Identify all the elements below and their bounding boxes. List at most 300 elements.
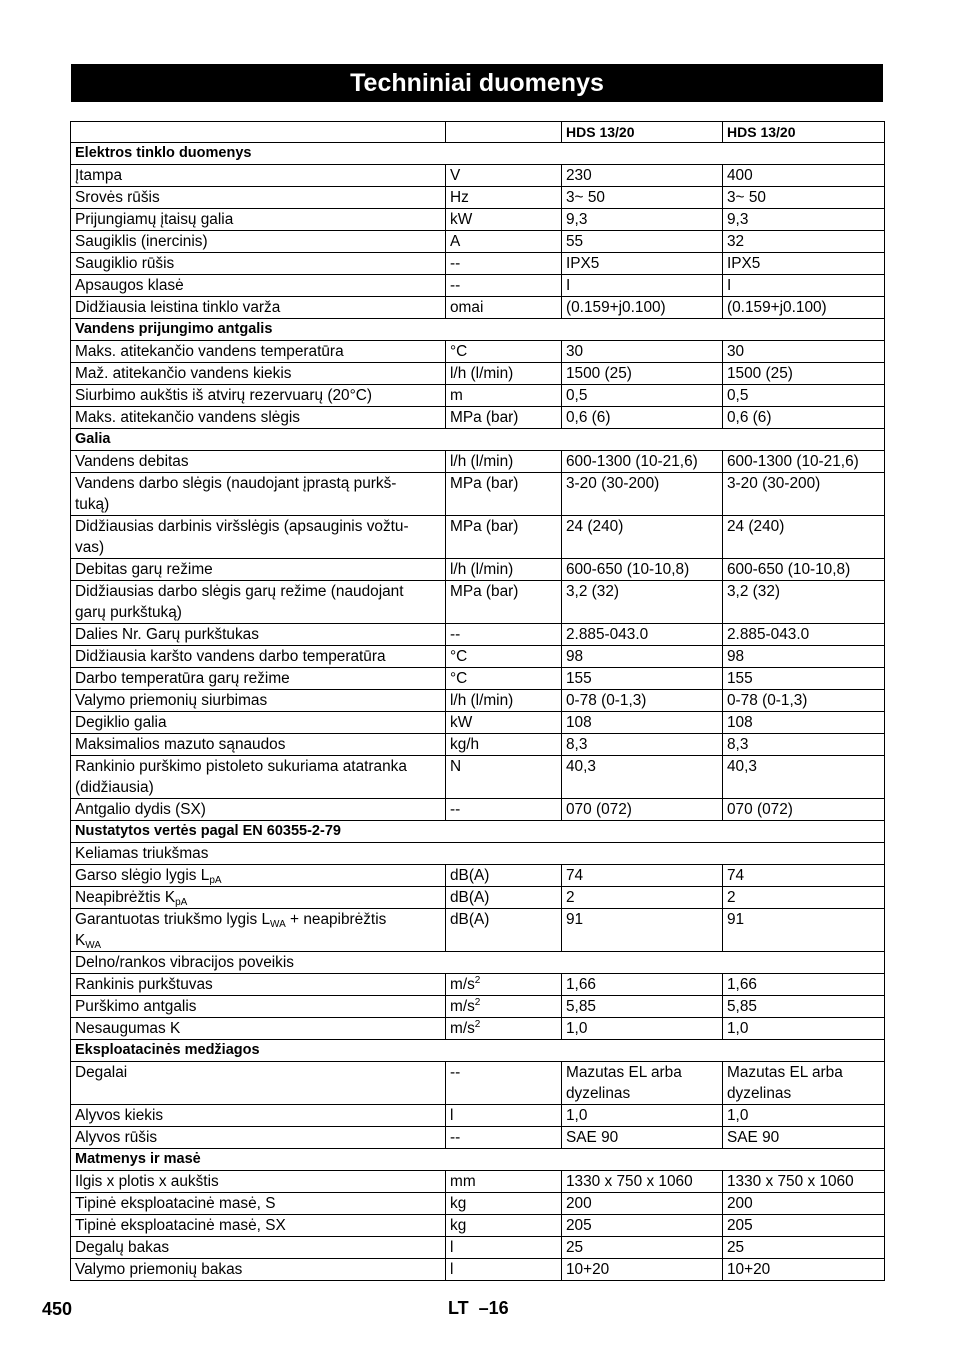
cell-text-continued: dyzelinas bbox=[727, 1085, 792, 1102]
table-row bbox=[71, 1171, 885, 1193]
cell-text: 25 bbox=[566, 1239, 584, 1256]
param-cell bbox=[71, 1105, 446, 1127]
unit-cell bbox=[446, 559, 562, 581]
value-cell-2 bbox=[723, 799, 885, 821]
section-row bbox=[71, 821, 885, 843]
table-row bbox=[71, 865, 885, 887]
value-cell-1 bbox=[562, 253, 723, 275]
table-row bbox=[71, 1062, 885, 1105]
cell-text: Nesaugumas K bbox=[75, 1020, 181, 1037]
table-row bbox=[71, 187, 885, 209]
unit-cell bbox=[446, 581, 562, 624]
unit-cell bbox=[446, 451, 562, 473]
value-cell-1 bbox=[562, 1259, 723, 1281]
value-cell-2 bbox=[723, 1105, 885, 1127]
cell-text: IPX5 bbox=[727, 255, 761, 272]
table-row bbox=[71, 209, 885, 231]
cell-text: Mazutas EL arba bbox=[727, 1064, 843, 1081]
cell-text: 230 bbox=[566, 167, 592, 184]
cell-text: Mazutas EL arba bbox=[566, 1064, 682, 1081]
unit-cell bbox=[446, 407, 562, 429]
cell-text: 3,2 (32) bbox=[566, 583, 620, 600]
cell-text: l/h (l/min) bbox=[450, 561, 514, 578]
superscript: 2 bbox=[474, 997, 481, 1008]
section-title: Vandens prijungimo antgalis bbox=[71, 319, 885, 341]
cell-text: IPX5 bbox=[566, 255, 600, 272]
cell-text: kW bbox=[450, 714, 473, 731]
cell-text: 30 bbox=[727, 343, 745, 360]
value-cell-1 bbox=[562, 1127, 723, 1149]
value-cell-2 bbox=[723, 559, 885, 581]
unit-cell bbox=[446, 1062, 562, 1105]
table-row bbox=[71, 451, 885, 473]
cell-text: 40,3 bbox=[566, 758, 596, 775]
value-cell-1 bbox=[562, 865, 723, 887]
unit-cell bbox=[446, 297, 562, 319]
value-cell-1 bbox=[562, 1018, 723, 1040]
unit-cell bbox=[446, 1215, 562, 1237]
section-title: Galia bbox=[71, 429, 885, 451]
cell-text: kW bbox=[450, 211, 473, 228]
cell-text: 205 bbox=[566, 1217, 592, 1234]
page-title: Techniniai duomenys bbox=[71, 64, 883, 102]
cell-text: Saugiklis (inercinis) bbox=[75, 233, 208, 250]
value-cell-2 bbox=[723, 231, 885, 253]
unit-cell bbox=[446, 646, 562, 668]
table-row bbox=[71, 363, 885, 385]
cell-text: omai bbox=[450, 299, 484, 316]
cell-text: MPa (bar) bbox=[450, 583, 519, 600]
page-footer-code bbox=[448, 1298, 509, 1319]
unit-cell bbox=[446, 1237, 562, 1259]
cell-text: 1500 (25) bbox=[727, 365, 793, 382]
cell-text: 10+20 bbox=[566, 1261, 610, 1278]
cell-text: -- bbox=[450, 626, 461, 643]
value-cell-2 bbox=[723, 668, 885, 690]
value-cell-1 bbox=[562, 690, 723, 712]
value-cell-2 bbox=[723, 1018, 885, 1040]
subscript: pA bbox=[175, 897, 188, 908]
cell-text-continued: K bbox=[75, 932, 86, 949]
value-cell-1 bbox=[562, 341, 723, 363]
value-cell-2 bbox=[723, 690, 885, 712]
cell-text: 98 bbox=[727, 648, 745, 665]
section-title: Nustatytos vertės pagal EN 60355-2-79 bbox=[71, 821, 885, 843]
section-row bbox=[71, 319, 885, 341]
section-title: Eksploatacinės medžiagos bbox=[71, 1040, 885, 1062]
cell-text: 155 bbox=[727, 670, 753, 687]
value-cell-2 bbox=[723, 297, 885, 319]
cell-text: 3,2 (32) bbox=[727, 583, 781, 600]
cell-text: -- bbox=[450, 1064, 461, 1081]
value-cell-1 bbox=[562, 1171, 723, 1193]
subscript: WA bbox=[85, 940, 102, 951]
value-cell-1 bbox=[562, 231, 723, 253]
table-row bbox=[71, 231, 885, 253]
cell-text: dB(A) bbox=[450, 889, 490, 906]
unit-cell bbox=[446, 624, 562, 646]
cell-text: 0,5 bbox=[727, 387, 749, 404]
value-cell-1 bbox=[562, 187, 723, 209]
header-cell: HDS 13/20 bbox=[723, 122, 885, 143]
cell-text: 0-78 (0-1,3) bbox=[566, 692, 647, 709]
cell-text: I bbox=[566, 277, 571, 294]
value-cell-2 bbox=[723, 581, 885, 624]
value-cell-2 bbox=[723, 974, 885, 996]
cell-text: Tipinė eksploatacinė masė, S bbox=[75, 1195, 276, 1212]
page-number: 450 bbox=[42, 1299, 73, 1319]
cell-text: Maks. atitekančio vandens slėgis bbox=[75, 409, 300, 426]
value-cell-1 bbox=[562, 275, 723, 297]
cell-text: Degalų bakas bbox=[75, 1239, 170, 1256]
table-row bbox=[71, 1237, 885, 1259]
value-cell-1 bbox=[562, 581, 723, 624]
param-cell bbox=[71, 165, 446, 187]
param-cell bbox=[71, 1193, 446, 1215]
param-cell bbox=[71, 253, 446, 275]
value-cell-2 bbox=[723, 363, 885, 385]
subsection-title: Keliamas triukšmas bbox=[71, 843, 885, 865]
param-cell bbox=[71, 756, 446, 799]
cell-text: 25 bbox=[727, 1239, 745, 1256]
cell-text: m/s bbox=[450, 998, 475, 1015]
cell-text: Prijungiamų įtaisų galia bbox=[75, 211, 234, 228]
table-row bbox=[71, 341, 885, 363]
table-row bbox=[71, 887, 885, 909]
section-row bbox=[71, 1040, 885, 1062]
sub-page-number: 16 bbox=[488, 1298, 509, 1318]
unit-cell bbox=[446, 1259, 562, 1281]
cell-text: °C bbox=[450, 670, 468, 687]
cell-text: 3~ 50 bbox=[566, 189, 605, 206]
cell-text: Degiklio galia bbox=[75, 714, 167, 731]
subsection-row bbox=[71, 843, 885, 865]
param-cell bbox=[71, 712, 446, 734]
value-cell-1 bbox=[562, 624, 723, 646]
table-row bbox=[71, 1105, 885, 1127]
value-cell-1 bbox=[562, 165, 723, 187]
cell-text: 1500 (25) bbox=[566, 365, 632, 382]
cell-text: °C bbox=[450, 648, 468, 665]
cell-text: Didžiausia karšto vandens darbo temperatūra bbox=[75, 648, 386, 665]
cell-text: l bbox=[450, 1239, 454, 1256]
unit-cell bbox=[446, 974, 562, 996]
cell-text: -- bbox=[450, 801, 461, 818]
param-cell bbox=[71, 1127, 446, 1149]
cell-text: Vandens darbo slėgis (naudojant įprastą purkš- bbox=[75, 475, 397, 492]
value-cell-1 bbox=[562, 668, 723, 690]
cell-text: 0,6 (6) bbox=[727, 409, 772, 426]
cell-text: 98 bbox=[566, 648, 584, 665]
cell-text: 91 bbox=[727, 911, 745, 928]
value-cell-2 bbox=[723, 865, 885, 887]
cell-text: 55 bbox=[566, 233, 584, 250]
table-row bbox=[71, 712, 885, 734]
value-cell-1 bbox=[562, 473, 723, 516]
table-row bbox=[71, 1193, 885, 1215]
cell-text: 155 bbox=[566, 670, 592, 687]
cell-text: 108 bbox=[727, 714, 753, 731]
value-cell-1 bbox=[562, 734, 723, 756]
value-cell-2 bbox=[723, 473, 885, 516]
param-cell bbox=[71, 1237, 446, 1259]
value-cell-2 bbox=[723, 407, 885, 429]
section-title: Elektros tinklo duomenys bbox=[71, 143, 885, 165]
value-cell-2 bbox=[723, 341, 885, 363]
param-cell bbox=[71, 363, 446, 385]
value-cell-2 bbox=[723, 756, 885, 799]
param-cell bbox=[71, 624, 446, 646]
cell-text: 2 bbox=[727, 889, 736, 906]
cell-text: 74 bbox=[727, 867, 745, 884]
cell-text: Darbo temperatūra garų režime bbox=[75, 670, 290, 687]
cell-text: 1,0 bbox=[566, 1020, 588, 1037]
cell-text-continued: dyzelinas bbox=[566, 1085, 631, 1102]
unit-cell bbox=[446, 253, 562, 275]
value-cell-2 bbox=[723, 909, 885, 952]
cell-text: Neapibrėžtis K bbox=[75, 889, 176, 906]
unit-cell bbox=[446, 1193, 562, 1215]
cell-text: m bbox=[450, 387, 463, 404]
value-cell-1 bbox=[562, 1062, 723, 1105]
cell-text: m/s bbox=[450, 1020, 475, 1037]
cell-text: kg bbox=[450, 1217, 467, 1234]
value-cell-1 bbox=[562, 297, 723, 319]
cell-text: kg bbox=[450, 1195, 467, 1212]
cell-text-continued: vas) bbox=[75, 539, 105, 556]
cell-text: 400 bbox=[727, 167, 753, 184]
section-row bbox=[71, 143, 885, 165]
param-cell bbox=[71, 581, 446, 624]
unit-cell bbox=[446, 865, 562, 887]
table-row bbox=[71, 1215, 885, 1237]
cell-text: 1,66 bbox=[727, 976, 757, 993]
param-cell bbox=[71, 1215, 446, 1237]
param-cell bbox=[71, 668, 446, 690]
unit-cell bbox=[446, 712, 562, 734]
cell-text: 10+20 bbox=[727, 1261, 771, 1278]
subsection-row bbox=[71, 952, 885, 974]
param-cell bbox=[71, 1018, 446, 1040]
value-cell-1 bbox=[562, 363, 723, 385]
param-cell bbox=[71, 341, 446, 363]
value-cell-2 bbox=[723, 624, 885, 646]
table-row bbox=[71, 407, 885, 429]
value-cell-2 bbox=[723, 734, 885, 756]
param-cell bbox=[71, 385, 446, 407]
cell-text: MPa (bar) bbox=[450, 518, 519, 535]
section-row bbox=[71, 429, 885, 451]
cell-text: 5,85 bbox=[566, 998, 596, 1015]
cell-text: 5,85 bbox=[727, 998, 757, 1015]
cell-text: 8,3 bbox=[727, 736, 749, 753]
value-cell-1 bbox=[562, 646, 723, 668]
cell-text: SAE 90 bbox=[727, 1129, 780, 1146]
unit-cell bbox=[446, 231, 562, 253]
param-cell bbox=[71, 451, 446, 473]
cell-text: kg/h bbox=[450, 736, 480, 753]
value-cell-2 bbox=[723, 646, 885, 668]
table-row bbox=[71, 385, 885, 407]
cell-text: 24 (240) bbox=[727, 518, 785, 535]
param-cell bbox=[71, 865, 446, 887]
cell-text: 74 bbox=[566, 867, 584, 884]
cell-text: 1330 x 750 x 1060 bbox=[566, 1173, 693, 1190]
cell-text: Alyvos rūšis bbox=[75, 1129, 158, 1146]
param-cell bbox=[71, 231, 446, 253]
cell-text: Alyvos kiekis bbox=[75, 1107, 164, 1124]
cell-text: 1,0 bbox=[727, 1020, 749, 1037]
cell-text: l/h (l/min) bbox=[450, 453, 514, 470]
param-cell bbox=[71, 516, 446, 559]
cell-text: 0-78 (0-1,3) bbox=[727, 692, 808, 709]
technical-data-table bbox=[70, 121, 885, 1281]
cell-text: l/h (l/min) bbox=[450, 365, 514, 382]
unit-cell bbox=[446, 887, 562, 909]
cell-text: 108 bbox=[566, 714, 592, 731]
unit-cell bbox=[446, 385, 562, 407]
cell-text: Debitas garų režime bbox=[75, 561, 213, 578]
cell-text: 600-650 (10-10,8) bbox=[566, 561, 690, 578]
param-cell bbox=[71, 209, 446, 231]
cell-text: Valymo priemonių bakas bbox=[75, 1261, 243, 1278]
cell-text: 200 bbox=[727, 1195, 753, 1212]
value-cell-2 bbox=[723, 1171, 885, 1193]
value-cell-2 bbox=[723, 1259, 885, 1281]
superscript: 2 bbox=[474, 1019, 481, 1030]
table-row bbox=[71, 165, 885, 187]
cell-text: 24 (240) bbox=[566, 518, 624, 535]
cell-text: 40,3 bbox=[727, 758, 757, 775]
footer-dash: – bbox=[478, 1298, 489, 1318]
cell-text: 1,0 bbox=[566, 1107, 588, 1124]
cell-text: 600-650 (10-10,8) bbox=[727, 561, 851, 578]
cell-text: 600-1300 (10-21,6) bbox=[727, 453, 859, 470]
cell-text: SAE 90 bbox=[566, 1129, 619, 1146]
cell-text: 2 bbox=[566, 889, 575, 906]
cell-text: Įtampa bbox=[75, 167, 123, 184]
value-cell-1 bbox=[562, 996, 723, 1018]
table-row bbox=[71, 297, 885, 319]
param-cell bbox=[71, 799, 446, 821]
cell-text: -- bbox=[450, 277, 461, 294]
table-row bbox=[71, 624, 885, 646]
param-cell bbox=[71, 646, 446, 668]
section-title: Matmenys ir masė bbox=[71, 1149, 885, 1171]
cell-text: -- bbox=[450, 1129, 461, 1146]
unit-cell bbox=[446, 363, 562, 385]
cell-text: 3-20 (30-200) bbox=[566, 475, 660, 492]
cell-text: l bbox=[450, 1261, 454, 1278]
subscript: pA bbox=[209, 875, 222, 886]
value-cell-2 bbox=[723, 712, 885, 734]
cell-text: 0,5 bbox=[566, 387, 588, 404]
value-cell-2 bbox=[723, 209, 885, 231]
value-cell-1 bbox=[562, 887, 723, 909]
cell-text: Siurbimo aukštis iš atvirų rezervuarų (20°C) bbox=[75, 387, 372, 404]
cell-text: l/h (l/min) bbox=[450, 692, 514, 709]
table-row bbox=[71, 974, 885, 996]
cell-text: Degalai bbox=[75, 1064, 128, 1081]
cell-text: Garantuotas triukšmo lygis L bbox=[75, 911, 271, 928]
value-cell-1 bbox=[562, 1237, 723, 1259]
cell-text: Didžiausias darbo slėgis garų režime (naudojant bbox=[75, 583, 404, 600]
unit-cell bbox=[446, 1105, 562, 1127]
param-cell bbox=[71, 1062, 446, 1105]
param-cell bbox=[71, 187, 446, 209]
table-row bbox=[71, 909, 885, 952]
cell-text: 0,6 (6) bbox=[566, 409, 611, 426]
unit-cell bbox=[446, 165, 562, 187]
cell-text: Tipinė eksploatacinė masė, SX bbox=[75, 1217, 286, 1234]
cell-text: Hz bbox=[450, 189, 469, 206]
table-row bbox=[71, 668, 885, 690]
unit-cell bbox=[446, 668, 562, 690]
cell-text: Maž. atitekančio vandens kiekis bbox=[75, 365, 292, 382]
cell-text: °C bbox=[450, 343, 468, 360]
value-cell-1 bbox=[562, 1215, 723, 1237]
header-cell bbox=[71, 122, 446, 143]
value-cell-2 bbox=[723, 451, 885, 473]
value-cell-1 bbox=[562, 1105, 723, 1127]
value-cell-2 bbox=[723, 1062, 885, 1105]
cell-text: l bbox=[450, 1107, 454, 1124]
value-cell-1 bbox=[562, 407, 723, 429]
cell-text: m/s bbox=[450, 976, 475, 993]
value-cell-1 bbox=[562, 451, 723, 473]
header-cell bbox=[446, 122, 562, 143]
unit-cell bbox=[446, 187, 562, 209]
table-row bbox=[71, 734, 885, 756]
cell-text-after: + neapibrėžtis bbox=[285, 911, 387, 928]
param-cell bbox=[71, 1171, 446, 1193]
cell-text: 3~ 50 bbox=[727, 189, 766, 206]
cell-text: mm bbox=[450, 1173, 476, 1190]
param-cell bbox=[71, 473, 446, 516]
unit-cell bbox=[446, 734, 562, 756]
superscript: 2 bbox=[474, 975, 481, 986]
value-cell-2 bbox=[723, 1215, 885, 1237]
cell-text: N bbox=[450, 758, 462, 775]
cell-text-continued: garų purkštuką) bbox=[75, 604, 182, 621]
cell-text: Saugiklio rūšis bbox=[75, 255, 175, 272]
value-cell-2 bbox=[723, 1193, 885, 1215]
value-cell-1 bbox=[562, 974, 723, 996]
cell-text: 600-1300 (10-21,6) bbox=[566, 453, 698, 470]
cell-text: 9,3 bbox=[727, 211, 749, 228]
unit-cell bbox=[446, 516, 562, 559]
cell-text: 2.885-043.0 bbox=[566, 626, 649, 643]
param-cell bbox=[71, 407, 446, 429]
cell-text: 205 bbox=[727, 1217, 753, 1234]
param-cell bbox=[71, 996, 446, 1018]
header-cell: HDS 13/20 bbox=[562, 122, 723, 143]
param-cell bbox=[71, 559, 446, 581]
param-cell bbox=[71, 887, 446, 909]
section-row bbox=[71, 1149, 885, 1171]
param-cell bbox=[71, 909, 446, 952]
unit-cell bbox=[446, 341, 562, 363]
unit-cell bbox=[446, 1127, 562, 1149]
value-cell-2 bbox=[723, 996, 885, 1018]
table-row bbox=[71, 646, 885, 668]
cell-text: 1,66 bbox=[566, 976, 596, 993]
table-row bbox=[71, 559, 885, 581]
cell-text: Didžiausia leistina tinklo varža bbox=[75, 299, 281, 316]
cell-text: A bbox=[450, 233, 461, 250]
table-row bbox=[71, 253, 885, 275]
cell-text: V bbox=[450, 167, 461, 184]
